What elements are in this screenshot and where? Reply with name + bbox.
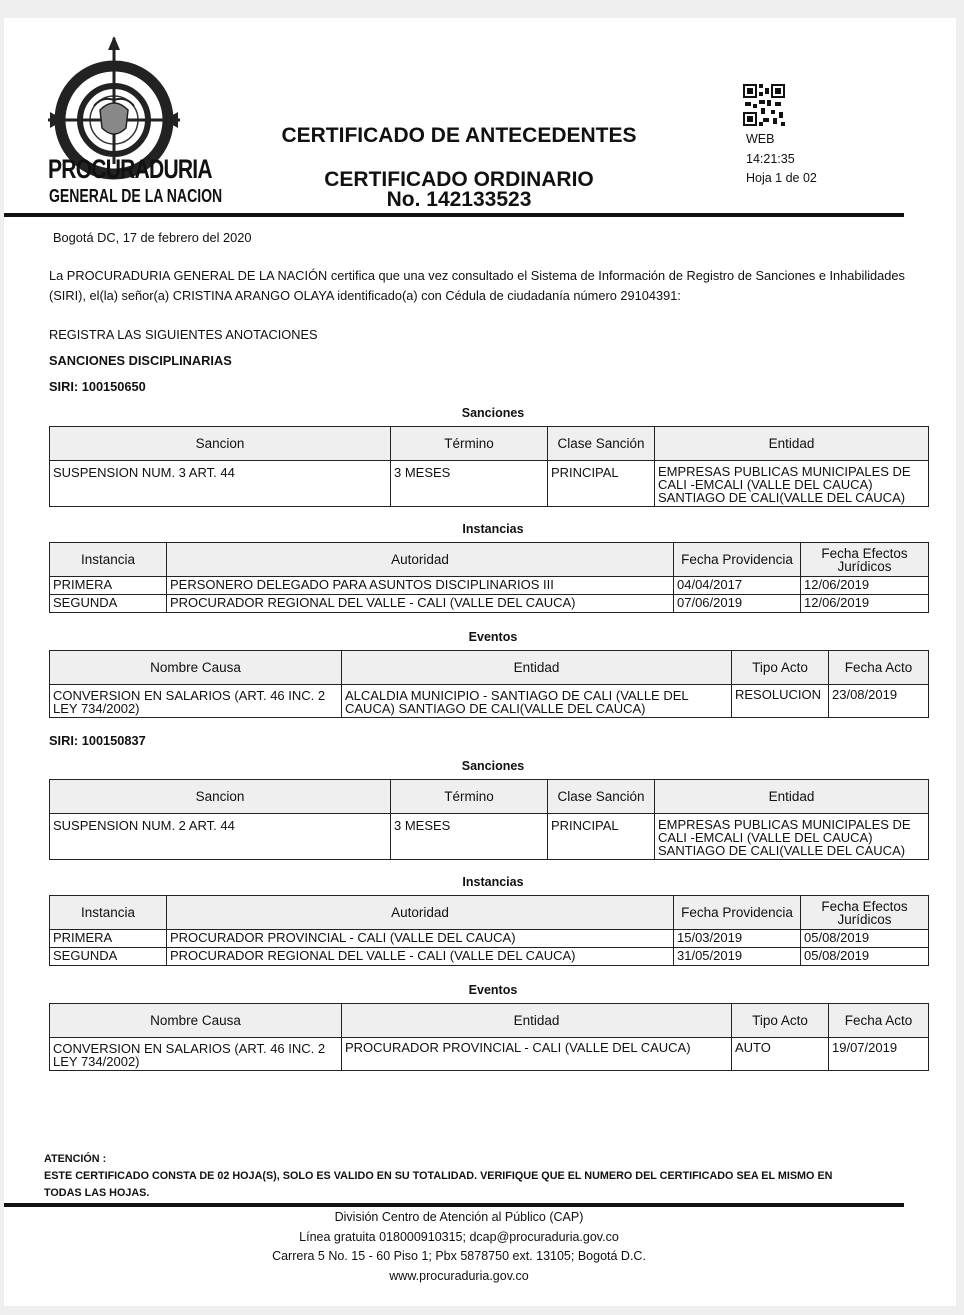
col-fecha-providencia: Fecha Providencia (674, 896, 801, 930)
table-row (50, 814, 929, 860)
footer-divider (4, 1203, 904, 1207)
autoridad-cell: PROCURADOR REGIONAL DEL VALLE - CALI (VALLE DEL CAUCA) (167, 948, 674, 966)
sanciones-caption: Sanciones (461, 759, 525, 773)
sanciones-caption: Sanciones (461, 406, 525, 420)
tipo-acto-cell: AUTO (732, 1038, 829, 1071)
table-row (50, 1038, 929, 1071)
certificate-page (4, 18, 956, 1306)
clase-cell: PRINCIPAL (548, 461, 655, 507)
col-sancion: Sancion (50, 780, 391, 814)
qr-code (743, 84, 785, 126)
fecha-efectos-cell: 12/06/2019 (801, 595, 929, 613)
autoridad-cell: PERSONERO DELEGADO PARA ASUNTOS DISCIPLINARIOS III (167, 577, 674, 595)
instancia-cell: SEGUNDA (50, 948, 167, 966)
footer-address: Carrera 5 No. 15 - 60 Piso 1; Pbx 5878750 ext. 13105; Bogotá D.C. (272, 1249, 646, 1263)
sanciones-table (49, 426, 929, 507)
footer-contact: Línea gratuita 018000910315; dcap@procuraduria.gov.co (299, 1230, 619, 1244)
sanciones-table (49, 779, 929, 860)
issue-date: Bogotá DC, 17 de febrero del 2020 (53, 230, 252, 245)
logo-wordmark: PROCURADURIA (48, 154, 212, 184)
certification-paragraph-line-2: (SIRI), el(la) señor(a) CRISTINA ARANGO OLAYA identificado(a) con Cédula de ciudadanía número 29104391: (49, 288, 681, 303)
table-row (50, 948, 929, 966)
document-title: CERTIFICADO DE ANTECEDENTES (281, 124, 637, 147)
col-entidad: Entidad (342, 1004, 732, 1038)
eventos-table (49, 650, 929, 718)
certification-paragraph-line-1: La PROCURADURIA GENERAL DE LA NACIÓN certifica que una vez consultado el Sistema de Información de Registro de Sanciones e Inhabilidades (49, 268, 905, 283)
table-row (50, 930, 929, 948)
entidad-cell: EMPRESAS PUBLICAS MUNICIPALES DE CALI -EMCALI (VALLE DEL CAUCA) SANTIAGO DE CALI(VALLE DEL CAUCA) (655, 461, 929, 507)
certificate-type: CERTIFICADO ORDINARIO (324, 168, 594, 191)
footer-website: www.procuraduria.gov.co (389, 1269, 529, 1283)
col-termino: Término (391, 780, 548, 814)
issue-time: 14:21:35 (746, 152, 795, 166)
entidad-cell: PROCURADOR PROVINCIAL - CALI (VALLE DEL CAUCA) (342, 1038, 732, 1071)
eventos-table (49, 1003, 929, 1071)
col-termino: Término (391, 427, 548, 461)
fecha-efectos-cell: 05/08/2019 (801, 948, 929, 966)
col-fecha-providencia: Fecha Providencia (674, 543, 801, 577)
table-row (50, 595, 929, 613)
fecha-providencia-cell: 04/04/2017 (674, 577, 801, 595)
entidad-cell: EMPRESAS PUBLICAS MUNICIPALES DE CALI -EMCALI (VALLE DEL CAUCA) SANTIAGO DE CALI(VALLE DEL CAUCA) (655, 814, 929, 860)
col-clase-sancion: Clase Sanción (548, 427, 655, 461)
col-fecha-acto: Fecha Acto (829, 1004, 929, 1038)
instancias-table (49, 895, 929, 966)
col-fecha-efectos: Fecha Efectos Jurídicos (801, 896, 929, 930)
registra-heading: REGISTRA LAS SIGUIENTES ANOTACIONES (49, 327, 318, 342)
attention-title: ATENCIÓN : (44, 1153, 107, 1165)
fecha-acto-cell: 19/07/2019 (829, 1038, 929, 1071)
instancias-table (49, 542, 929, 613)
section-heading: SANCIONES DISCIPLINARIAS (49, 353, 232, 368)
instancias-caption: Instancias (462, 875, 524, 889)
autoridad-cell: PROCURADOR REGIONAL DEL VALLE - CALI (VALLE DEL CAUCA) (167, 595, 674, 613)
siri-number: SIRI: 100150650 (49, 379, 146, 394)
page-indicator: Hoja 1 de 02 (746, 171, 817, 185)
col-sancion: Sancion (50, 427, 391, 461)
instancia-cell: SEGUNDA (50, 595, 167, 613)
col-instancia: Instancia (50, 896, 167, 930)
col-tipo-acto: Tipo Acto (732, 651, 829, 685)
instancia-cell: PRIMERA (50, 930, 167, 948)
termino-cell: 3 MESES (391, 461, 548, 507)
table-row (50, 685, 929, 718)
eventos-caption: Eventos (468, 983, 518, 997)
table-row (50, 461, 929, 507)
termino-cell: 3 MESES (391, 814, 548, 860)
col-nombre-causa: Nombre Causa (50, 651, 342, 685)
fecha-efectos-cell: 12/06/2019 (801, 577, 929, 595)
certificate-number: No. 142133523 (386, 188, 532, 211)
fecha-providencia-cell: 31/05/2019 (674, 948, 801, 966)
attention-line-1: ESTE CERTIFICADO CONSTA DE 02 HOJA(S), SOLO ES VALIDO EN SU TOTALIDAD. VERIFIQUE QUE EL NUMERO DEL CERTIFICADO SEA EL MISMO EN (44, 1170, 833, 1182)
causa-cell: CONVERSION EN SALARIOS (ART. 46 INC. 2 LEY 734/2002) (50, 1038, 342, 1071)
footer-office: División Centro de Atención al Público (CAP) (334, 1210, 584, 1224)
instancia-cell: PRIMERA (50, 577, 167, 595)
logo-subtitle: GENERAL DE LA NACION (49, 186, 223, 206)
col-entidad: Entidad (655, 780, 929, 814)
col-autoridad: Autoridad (167, 896, 674, 930)
siri-number: SIRI: 100150837 (49, 733, 146, 748)
causa-cell: CONVERSION EN SALARIOS (ART. 46 INC. 2 LEY 734/2002) (50, 685, 342, 718)
col-fecha-efectos: Fecha Efectos Jurídicos (801, 543, 929, 577)
entidad-cell: ALCALDIA MUNICIPIO - SANTIAGO DE CALI (VALLE DEL CAUCA) SANTIAGO DE CALI(VALLE DEL CAUCA) (342, 685, 732, 718)
channel-label: WEB (746, 132, 775, 146)
col-entidad: Entidad (655, 427, 929, 461)
col-instancia: Instancia (50, 543, 167, 577)
attention-line-2: TODAS LAS HOJAS. (44, 1187, 150, 1199)
col-nombre-causa: Nombre Causa (50, 1004, 342, 1038)
col-clase-sancion: Clase Sanción (548, 780, 655, 814)
col-autoridad: Autoridad (167, 543, 674, 577)
fecha-providencia-cell: 07/06/2019 (674, 595, 801, 613)
autoridad-cell: PROCURADOR PROVINCIAL - CALI (VALLE DEL CAUCA) (167, 930, 674, 948)
fecha-acto-cell: 23/08/2019 (829, 685, 929, 718)
header-divider (4, 213, 904, 217)
col-entidad: Entidad (342, 651, 732, 685)
table-row (50, 577, 929, 595)
eventos-caption: Eventos (468, 630, 518, 644)
fecha-providencia-cell: 15/03/2019 (674, 930, 801, 948)
sancion-cell: SUSPENSION NUM. 2 ART. 44 (50, 814, 391, 860)
instancias-caption: Instancias (462, 522, 524, 536)
sancion-cell: SUSPENSION NUM. 3 ART. 44 (50, 461, 391, 507)
col-tipo-acto: Tipo Acto (732, 1004, 829, 1038)
clase-cell: PRINCIPAL (548, 814, 655, 860)
col-fecha-acto: Fecha Acto (829, 651, 929, 685)
tipo-acto-cell: RESOLUCION (732, 685, 829, 718)
fecha-efectos-cell: 05/08/2019 (801, 930, 929, 948)
